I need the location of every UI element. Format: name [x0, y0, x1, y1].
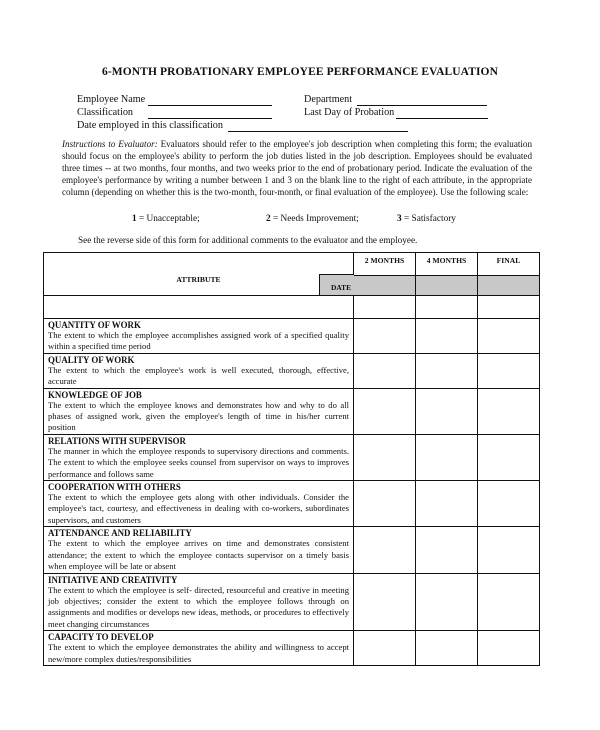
date-employed-label: Date employed in this classification — [77, 120, 223, 131]
instructions-paragraph — [62, 139, 532, 199]
score-cell-4-months[interactable] — [416, 353, 478, 388]
form-title: 6-MONTH PROBATIONARY EMPLOYEE PERFORMANCE EVALUATION — [101, 66, 499, 78]
attribute-desc: The extent to which the employee demonstrates the ability and willingness to accept new/more complex duties/responsibilities — [48, 642, 349, 664]
employee-name-field[interactable] — [148, 105, 272, 106]
attribute-desc: The extent to which the employee accomplishes assigned work of a specified quality within a specified time period — [48, 330, 349, 352]
reverse-side-note: See the reverse side of this form for additional comments to the evaluator and the employee. — [78, 235, 418, 245]
last-day-field[interactable] — [396, 118, 488, 119]
col-final: FINAL — [478, 253, 540, 276]
scale-item-1: 1 = Unacceptable; — [132, 214, 200, 224]
attribute-desc: The extent to which the employee gets along with other individuals. Consider the employee's tact, courtesy, and effectiveness in dealing with co-workers, subordinates supervisors, and customers — [48, 492, 349, 525]
date-header: DATE — [319, 274, 354, 295]
score-cell-2-months[interactable] — [354, 353, 416, 388]
score-cell-final[interactable] — [478, 434, 540, 480]
classification-label: Classification — [77, 107, 134, 118]
attribute-header-cell — [44, 253, 354, 296]
table-row — [44, 319, 540, 354]
table-row — [44, 388, 540, 434]
attribute-name: QUANTITY OF WORK — [48, 320, 141, 330]
attribute-desc: The extent to which the employee knows and demonstrates how and why to do all phases of assigned work, given the employee's length of time in his/her current position — [48, 399, 349, 433]
col-4-months: 4 MONTHS — [416, 253, 478, 276]
last-day-label: Last Day of Probation — [304, 107, 395, 118]
date-cell-4-months[interactable] — [416, 276, 478, 296]
table-row — [44, 481, 540, 527]
evaluation-table — [43, 252, 540, 666]
score-cell-4-months[interactable] — [416, 434, 478, 480]
table-row — [44, 573, 540, 631]
table-row — [44, 527, 540, 573]
date-cell-2-months[interactable] — [354, 276, 416, 296]
table-row — [44, 353, 540, 388]
scale-item-2: 2 = Needs Improvement; — [266, 214, 359, 224]
score-cell-4-months[interactable] — [416, 388, 478, 434]
attribute-name: ATTENDANCE AND RELIABILITY — [48, 528, 192, 539]
score-cell-2-months[interactable] — [354, 573, 416, 631]
attribute-name: COOPERATION WITH OTHERS — [48, 482, 181, 493]
score-cell-final[interactable] — [478, 353, 540, 388]
instructions-text: Evaluators should refer to the employee's job description when completing this form; the evaluation should focus on the employee's ability to perform the job duties listed in the job description. Employees should be evaluated three times -- at two months, four months, and two weeks prior to the end of probationary period. Indicate the evaluation of the employee's performance by writing a number between 1 and 3 on the blank line to the right of each attribute, in the appropriate column (depending on whether this is the two-month, four-month, or final evaluation of the employee). Use the following scale: — [62, 139, 533, 197]
score-cell-2-months[interactable] — [354, 481, 416, 527]
date-employed-field[interactable] — [228, 131, 408, 132]
col-2-months: 2 MONTHS — [354, 253, 416, 276]
attribute-header: ATTRIBUTE — [176, 275, 221, 284]
department-label: Department — [304, 94, 353, 105]
attribute-desc: The extent to which the employee's work is well executed, thorough, effective, accurate — [48, 364, 349, 387]
attribute-name: KNOWLEDGE OF JOB — [48, 389, 142, 400]
score-cell-4-months[interactable] — [416, 573, 478, 631]
score-cell-final[interactable] — [478, 481, 540, 527]
score-cell-final[interactable] — [478, 319, 540, 354]
table-row — [44, 631, 540, 666]
table-header-row — [44, 253, 540, 276]
score-cell-2-months[interactable] — [354, 388, 416, 434]
attribute-name: QUALITY OF WORK — [48, 354, 135, 365]
score-cell-4-months[interactable] — [416, 481, 478, 527]
score-cell-4-months[interactable] — [416, 527, 478, 573]
attribute-name: CAPACITY TO DEVELOP — [48, 632, 154, 643]
score-cell-final[interactable] — [478, 527, 540, 573]
attribute-desc: The manner in which the employee responds to supervisory directions and comments. The extent to which the employee seeks counsel from supervisor on ways to improves performance and follows same — [48, 445, 349, 479]
instructions-label: Instructions to Evaluator: — [62, 139, 158, 149]
score-cell-2-months[interactable] — [354, 319, 416, 354]
employee-name-label: Employee Name — [77, 94, 146, 105]
score-cell-2-months[interactable] — [354, 631, 416, 666]
score-cell-final[interactable] — [478, 573, 540, 631]
spacer-row — [44, 296, 540, 319]
score-cell-final[interactable] — [478, 388, 540, 434]
department-field[interactable] — [357, 105, 487, 106]
attribute-name: RELATIONS WITH SUPERVISOR — [48, 435, 186, 446]
score-cell-4-months[interactable] — [416, 631, 478, 666]
score-cell-4-months[interactable] — [416, 319, 478, 354]
classification-field[interactable] — [148, 118, 272, 119]
score-cell-2-months[interactable] — [354, 527, 416, 573]
scale-item-3: 3 = Satisfactory — [397, 214, 456, 224]
score-cell-2-months[interactable] — [354, 434, 416, 480]
date-cell-final[interactable] — [478, 276, 540, 296]
score-cell-final[interactable] — [478, 631, 540, 666]
attribute-name: INITIATIVE AND CREATIVITY — [48, 574, 178, 585]
table-row — [44, 434, 540, 480]
attribute-desc: The extent to which the employee is self- directed, resourceful and creative in meeting job objectives; consider the extent to which the employee follows through on assignments and modifies or develops new ideas, methods, or procedures to effectively meet changing circumstances — [48, 584, 349, 629]
attribute-desc: The extent to which the employee arrives on time and demonstrates consistent attendance; the extent to which the employee contacts supervisor on a timely basis when employee will be late or absent — [48, 538, 349, 572]
